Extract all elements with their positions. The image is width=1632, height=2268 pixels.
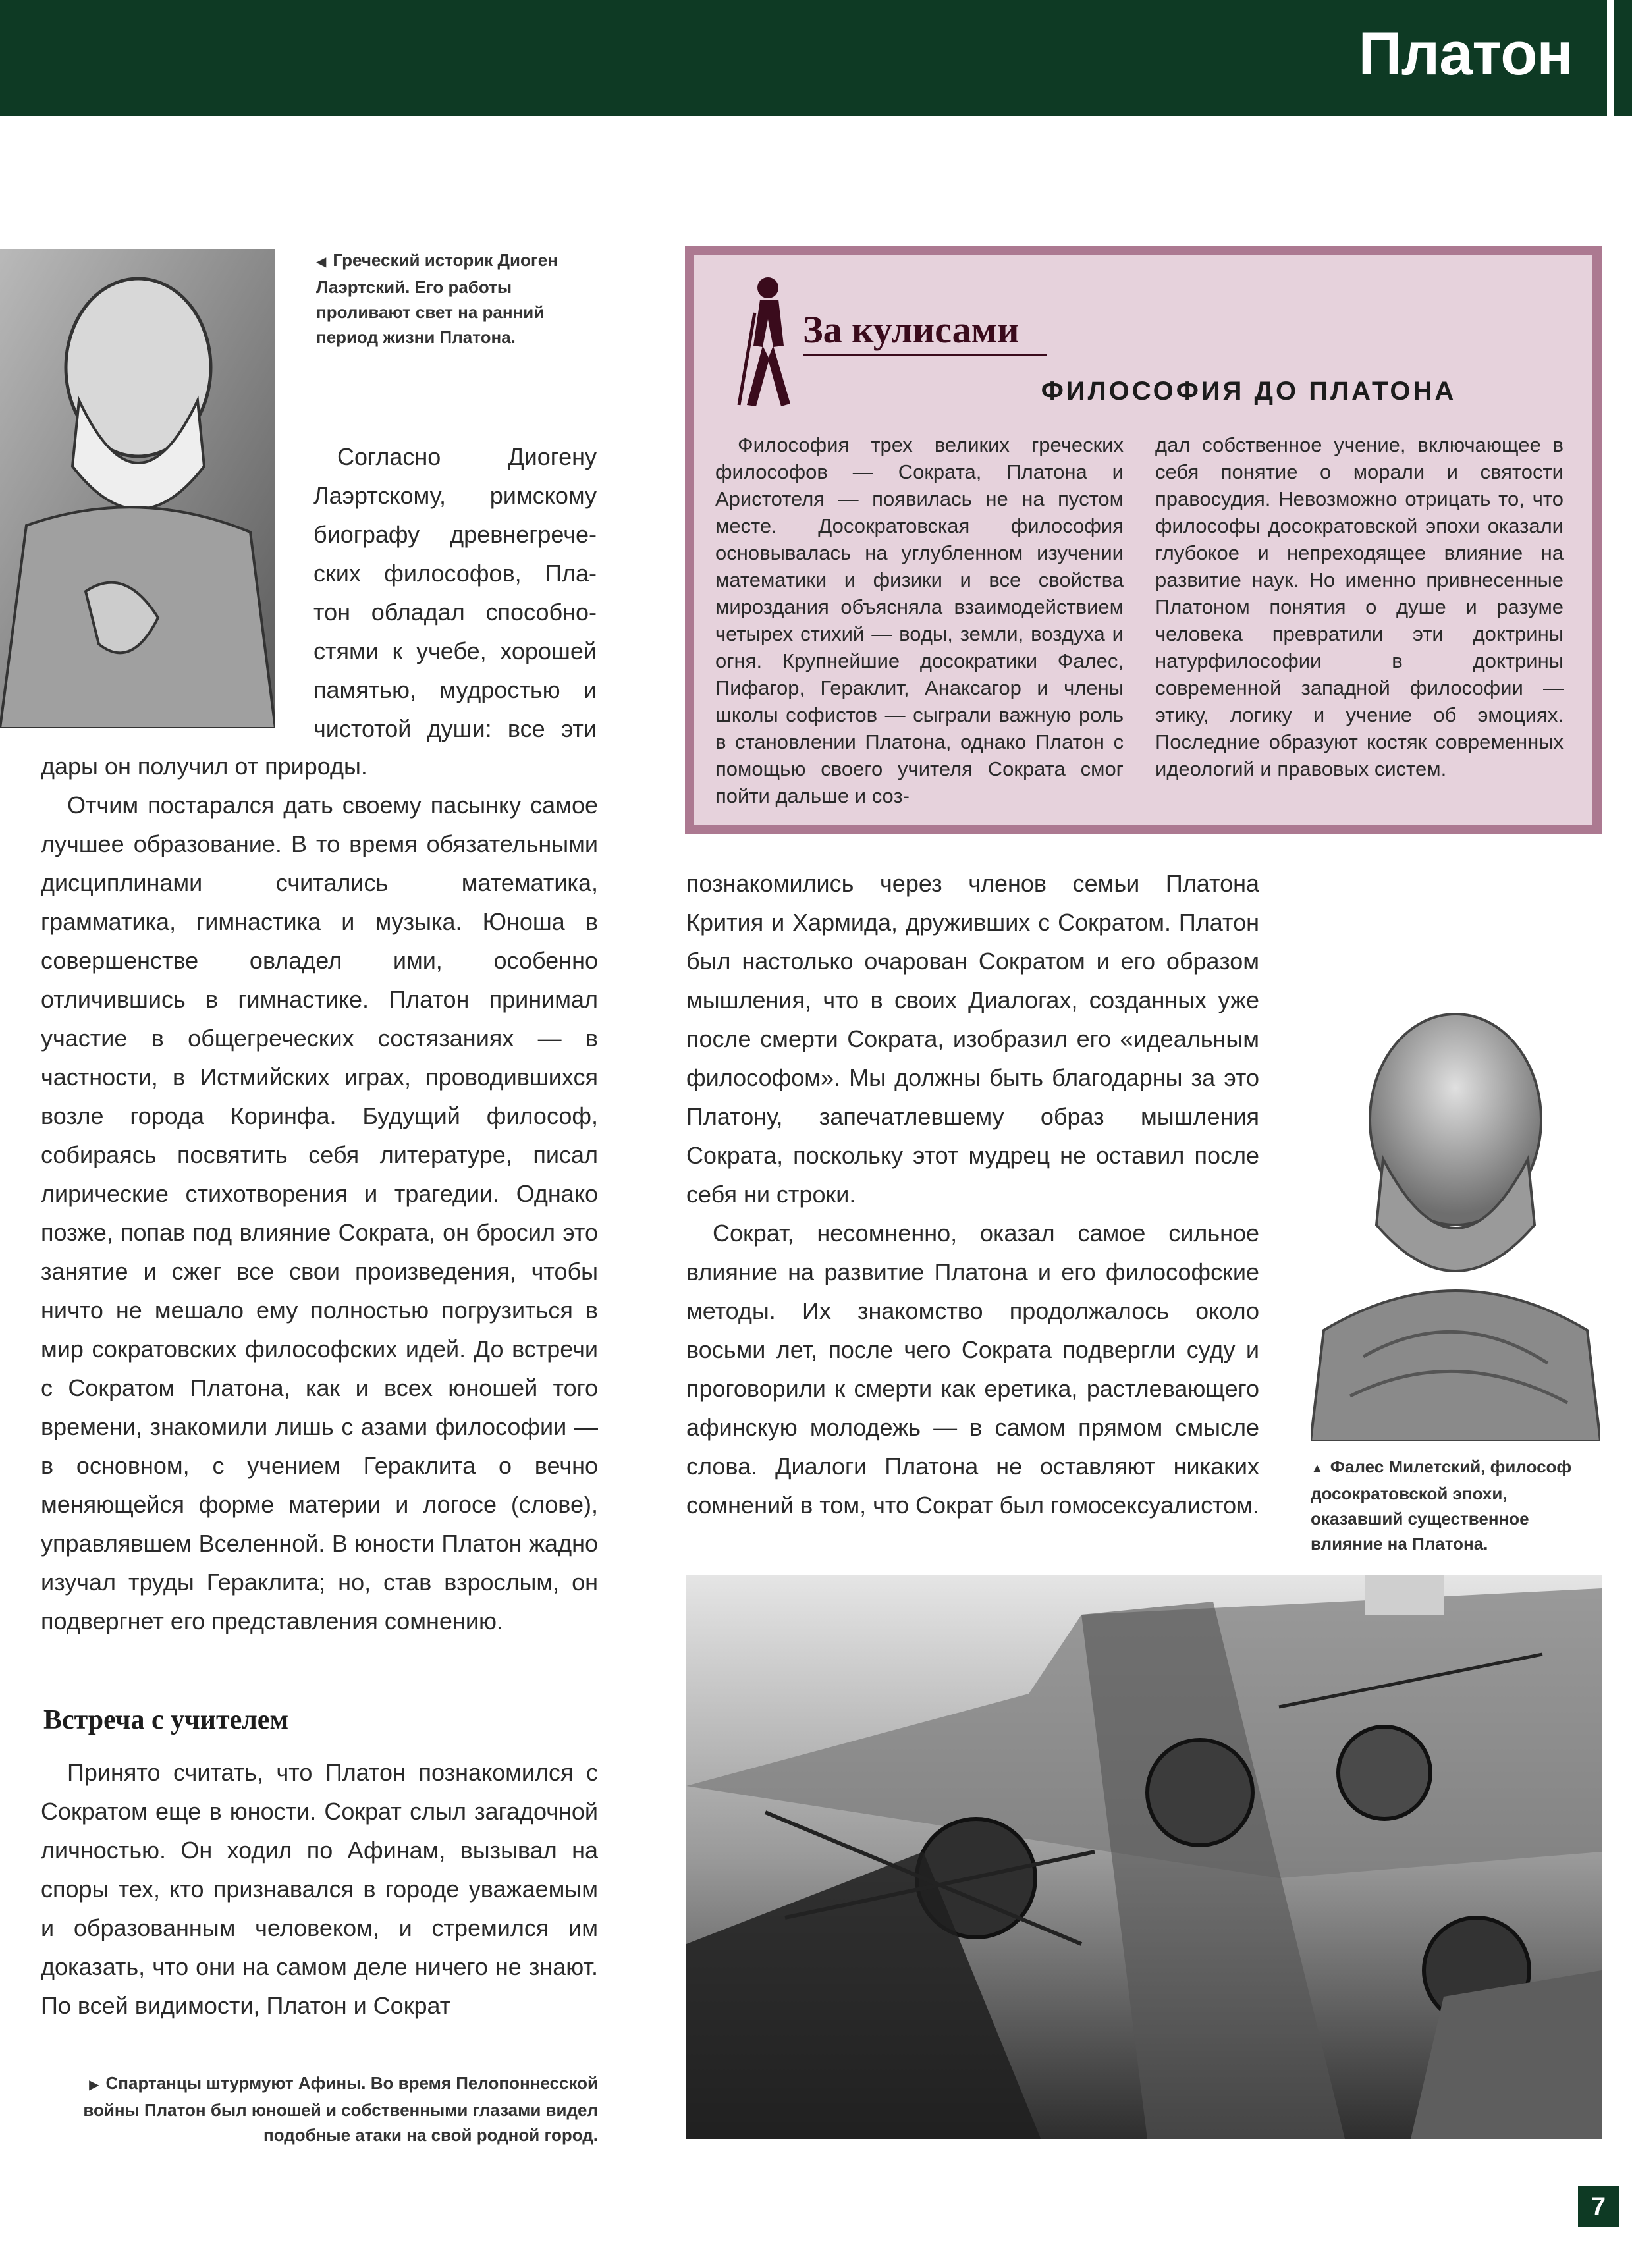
paragraph: Сократ, несомненно, оказал самое сильное влияние на развитие Платона и его философские методы. Их знакомство продолжалось около восьми лет, после чего Сократа подвергли суду и проговорили к смерти как еретика, растлевающего афинскую молодежь — в самом прямом смысле слова. Диалоги Платона не оставляют никаких сомнений в том, что Сократ был гомосексуалистом.	[686, 1220, 1259, 1519]
right-column-text	[686, 864, 1259, 1525]
thales-caption-text: Фалес Милетский, философ досократовской эпохи, оказавший существенное влияние на Платона.	[1311, 1457, 1572, 1553]
caption-arrow-icon: ▶	[89, 2078, 99, 2092]
sparta-caption-text: Спартанцы штурмуют Афины. Во время Пелопоннесской войны Платон был юношей и собственными глазами видел подобные атаки на свой родной город.	[83, 2073, 598, 2145]
wrap-line: биографу древнегрече-	[313, 521, 597, 548]
caption-arrow-icon: ◀	[316, 255, 327, 269]
left-column-text	[41, 747, 598, 1640]
sidebar-box	[685, 246, 1602, 834]
kicker-underline	[803, 354, 1047, 356]
diogenes-portrait	[0, 249, 275, 728]
paragraph: познакомились через членов семьи Платона Крития и Хармида, друживших с Сократом. Платон был настолько очарован Сократом и его образом мышления, что в своих Диалогах, созданных уже после смерти Сократа, изобразил его «идеальным философом». Мы должны быть благодарны за это Платону, запечатлевшему образ мышления Сократа, поскольку этот мудрец не оставил после себя ни строки.	[686, 870, 1259, 1208]
header-stripe-right	[1618, 0, 1632, 116]
sidebar-title: ФИЛОСОФИЯ ДО ПЛАТОНА	[1041, 377, 1457, 406]
sidebar-text: дал собственное учение, включающее в себя понятие о морали и святости правосудия. Невозможно отрицать то, что философы досократовской эпохи оказали глубокое и непреходящее влияние на развитие наук. Но именно привнесенные Платоном понятия о душе и разуме человека превратили эти доктрины натурфилософии в доктрины современной западной философии — этику, логику и учение об эмоциях. Последние образуют костяк современных идеологий и правовых систем.	[1155, 433, 1564, 780]
paragraph: дары он получил от природы.	[41, 753, 367, 780]
paragraph: Отчим постарался дать своему пасынку самое лучшее образование. В то время обязательными дисциплинами считались математика, грамматика, гимнастика и музыка. Юноша в совершенстве овладел ими, особенно отличившись в гимнастике. Платон принимал участие в общегреческих состязаниях — в частности, в Истмийских играх, проводившихся возле города Коринфа. Будущий философ, собираясь посвятить себя литературе, писал лирические стихотворения и трагедии. Однако позже, попав под влияние Сократа, он бросил это занятие и сжег все свои произведения, чтобы ничто не мешало ему полностью погрузиться в мир сократовских философских идей. До встречи с Сократом Платона, как и всех юношей того времени, знакомили лишь с азами философии — в основном, с учением Гераклита о вечно меняющейся форме материи и логосе (слове), управлявшем Вселенной. В юности Платон жадно изучал труды Гераклита; но, став взрослым, он подвергнет его представления сомнению.	[41, 792, 598, 1634]
wrap-line: тон обладал способно-	[313, 599, 597, 626]
page-title: Платон	[1358, 20, 1573, 88]
sidebar-column-2	[1155, 431, 1564, 782]
sparta-caption	[66, 2070, 598, 2147]
thales-bust	[1311, 988, 1600, 1441]
sidebar-text: Философия трех великих греческих философов — Сократа, Платона и Аристотеля — появилась не на пустом месте. Досократовская философия основывалась на углубленном изучении математики и физики и все свойства мироздания объясняла взаимодействием четырех стихий — воды, земли, воздуха и огня. Крупнейшие досократики Фалес, Пифагор, Гераклит, Анаксагор и члены школы софистов — сыграли важную роль в становлении Платона, однако Платон с помощью своего учителя Сократа смог пойти дальше и соз-	[715, 433, 1124, 807]
subheading: Встреча с учителем	[43, 1705, 289, 1735]
left-column-text-2	[41, 1753, 598, 2025]
left-wrap-text	[313, 437, 597, 748]
wrap-line: Согласно Диогену	[337, 443, 597, 470]
header-stripe	[1607, 0, 1614, 116]
sparta-battle-image	[686, 1575, 1602, 2139]
wrap-line: ских философов, Пла-	[313, 560, 597, 587]
diogenes-caption	[316, 248, 580, 350]
diogenes-caption-text: Греческий историк Диоген Лаэртский. Его работы проливают свет на ранний период жизни Платона.	[316, 250, 558, 347]
paragraph: Принято считать, что Платон познакомился с Сократом еще в юности. Сократ слыл загадочной личностью. Он ходил по Афинам, вызывал на споры тех, кто признавался в городе уважаемым и образованным человеком, и стремился им доказать, что они на самом деле ничего не знают. По всей видимости, Платон и Сократ	[41, 1759, 598, 2019]
caption-arrow-icon: ▲	[1311, 1461, 1324, 1476]
wrap-line: памятью, мудростью и	[313, 676, 597, 703]
sidebar-column-1	[715, 431, 1124, 809]
wrap-line: стями к учебе, хорошей	[313, 637, 597, 664]
wrap-line: чистотой души: все эти	[313, 715, 597, 742]
page-number: 7	[1578, 2186, 1619, 2227]
wrap-line: Лаэртскому, римскому	[313, 482, 597, 509]
thales-caption	[1311, 1454, 1587, 1556]
sidebar-kicker: За кулисами	[803, 308, 1020, 351]
